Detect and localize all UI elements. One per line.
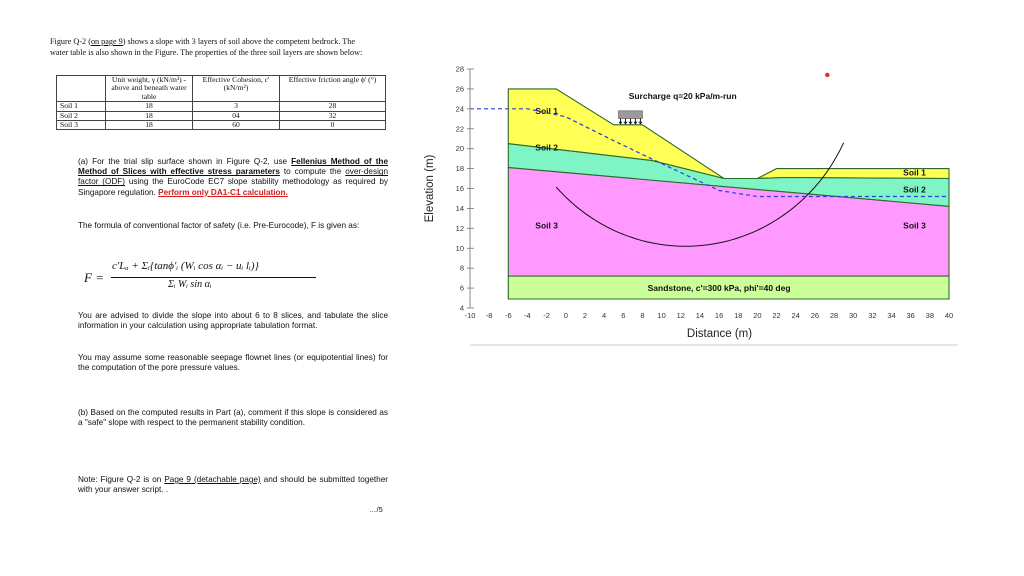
table-cell: 28 [280, 102, 386, 111]
x-tick-label: 38 [925, 311, 935, 320]
table-cell: 0 [280, 121, 386, 130]
y-tick-label: 8 [459, 263, 464, 273]
table-cell: 18 [106, 111, 193, 120]
surcharge-label: Surcharge q=20 kPa/m-run [628, 90, 737, 101]
x-tick-label: -8 [485, 311, 493, 320]
x-tick-label: 34 [887, 311, 896, 320]
x-axis-label: Distance (m) [686, 328, 753, 340]
note-paragraph: Note: Figure Q-2 is on Page 9 (detachable page) and should be submitted together with your answer script. . [78, 475, 388, 495]
da1-c1-instruction: Perform only DA1-C1 calculation. [158, 187, 288, 197]
x-tick-label: -4 [524, 311, 531, 320]
y-axis-label: Elevation (m) [424, 154, 436, 223]
x-tick-label: 32 [868, 311, 877, 320]
part-a-paragraph: (a) For the trial slip surface shown in Figure Q-2, use Fellenius Method of the Method of Slices with effective stress parameters to compute the over-design factor (ODF) using the EuroCode EC7 slope stability methodology as required by Singapore regulation. Perform only DA1-C1 calculation. [78, 157, 388, 197]
x-tick-label: 10 [657, 311, 666, 320]
formula-intro: The formula of conventional factor of safety (i.e. Pre-Eurocode), F is given as: [78, 221, 360, 230]
fellenius-method-text: Fellenius Method of the Method of Slices with effective stress parameters [78, 157, 388, 177]
advice-paragraph: You are advised to divide the slope into about 6 to 8 slices, and tabulate the slice information in your calculation using appropriate tabulation format. [78, 311, 388, 331]
table-header-unit-weight: Unit weight, γ (kN/m³) - above and beneath water table [106, 76, 193, 102]
y-tick-label: 6 [459, 283, 464, 293]
x-tick-label: 36 [906, 311, 915, 320]
soil-label-right: Soil 1 [903, 167, 926, 178]
x-tick-label: -2 [543, 311, 550, 320]
y-tick-label: 14 [455, 203, 464, 213]
page-9-link[interactable]: on page 9 [90, 37, 123, 46]
surcharge-block [618, 111, 642, 119]
x-tick-label: -6 [504, 311, 512, 320]
y-tick-label: 4 [459, 303, 464, 313]
y-tick-label: 20 [455, 144, 464, 154]
x-tick-label: 30 [849, 311, 858, 320]
table-cell: 04 [193, 111, 280, 120]
table-cell: Soil 3 [57, 121, 106, 130]
intro-line-2: water table is also shown in the Figure. The properties of the three soil layers are shown below: [50, 48, 363, 57]
soil-label-right: Soil 3 [903, 220, 926, 231]
table-header-cohesion: Effective Cohesion, c' (kN/m²) [193, 76, 280, 102]
table-cell: 32 [280, 111, 386, 120]
table-cell: 60 [193, 121, 280, 130]
y-tick-label: 12 [455, 223, 464, 233]
x-tick-label: 22 [772, 311, 781, 320]
x-tick-label: 24 [791, 311, 800, 320]
x-tick-label: 26 [810, 311, 820, 320]
soil-label-right: Soil 2 [903, 184, 926, 195]
x-tick-label: 12 [676, 311, 685, 320]
y-tick-label: 16 [455, 184, 464, 193]
x-tick-label: 2 [582, 311, 588, 320]
table-cell: 18 [106, 102, 193, 111]
x-tick-label: -10 [464, 311, 476, 320]
x-tick-label: 28 [829, 311, 839, 320]
y-tick-label: 26 [455, 84, 464, 94]
table-cell: Soil 2 [57, 111, 106, 120]
formula-denominator: Σᵢ Wᵢ sin αᵢ [168, 279, 212, 290]
y-tick-label: 28 [455, 64, 464, 74]
x-tick-label: 0 [563, 311, 568, 320]
soil-label-left: Soil 3 [535, 220, 558, 231]
x-tick-label: 8 [640, 311, 645, 320]
y-tick-label: 22 [455, 124, 464, 134]
x-tick-label: 20 [753, 311, 762, 320]
x-tick-label: 40 [944, 311, 954, 320]
x-tick-label: 4 [602, 311, 607, 320]
table-cell: Soil 1 [57, 102, 106, 111]
x-tick-label: 14 [695, 311, 705, 320]
soil-label-left: Soil 2 [535, 142, 558, 153]
y-tick-label: 24 [455, 104, 464, 114]
page-9-detachable-link[interactable]: Page 9 (detachable page) [164, 475, 261, 484]
formula-numerator: c′Lₐ + Σᵢ{tanϕ′ᵢ (Wᵢ cos αᵢ − uᵢ lᵢ)} [112, 260, 259, 272]
y-tick-label: 18 [455, 164, 464, 174]
sandstone-label: Sandstone, c'=300 kPa, phi'=40 deg [647, 283, 791, 294]
intro-line-1: Figure Q-2 (on page 9) shows a slope with 3 layers of soil above the competent bedrock. The [50, 37, 356, 46]
formula-lhs: F = [84, 270, 104, 285]
table-cell: 3 [193, 102, 280, 111]
assume-paragraph: You may assume some reasonable seepage flownet lines (or equipotential lines) for the computation of the pore pressure values. [78, 353, 388, 373]
x-tick-label: 16 [714, 311, 724, 320]
x-tick-label: 6 [621, 311, 626, 320]
part-b-paragraph: (b) Based on the computed results in Part (a), comment if this slope is considered as a "safe" slope with respect to the permanent stability condition. [78, 408, 388, 428]
table-cell: 18 [106, 121, 193, 130]
y-tick-label: 10 [455, 243, 464, 253]
x-tick-label: 18 [734, 311, 743, 320]
page-number: …/5 [369, 505, 383, 514]
soil-label-left: Soil 1 [535, 105, 558, 116]
odf-text: over-design factor (ODF) [78, 167, 388, 187]
red-marker [825, 73, 829, 77]
table-header-friction: Effective friction angle ϕ' (°) [280, 76, 386, 102]
